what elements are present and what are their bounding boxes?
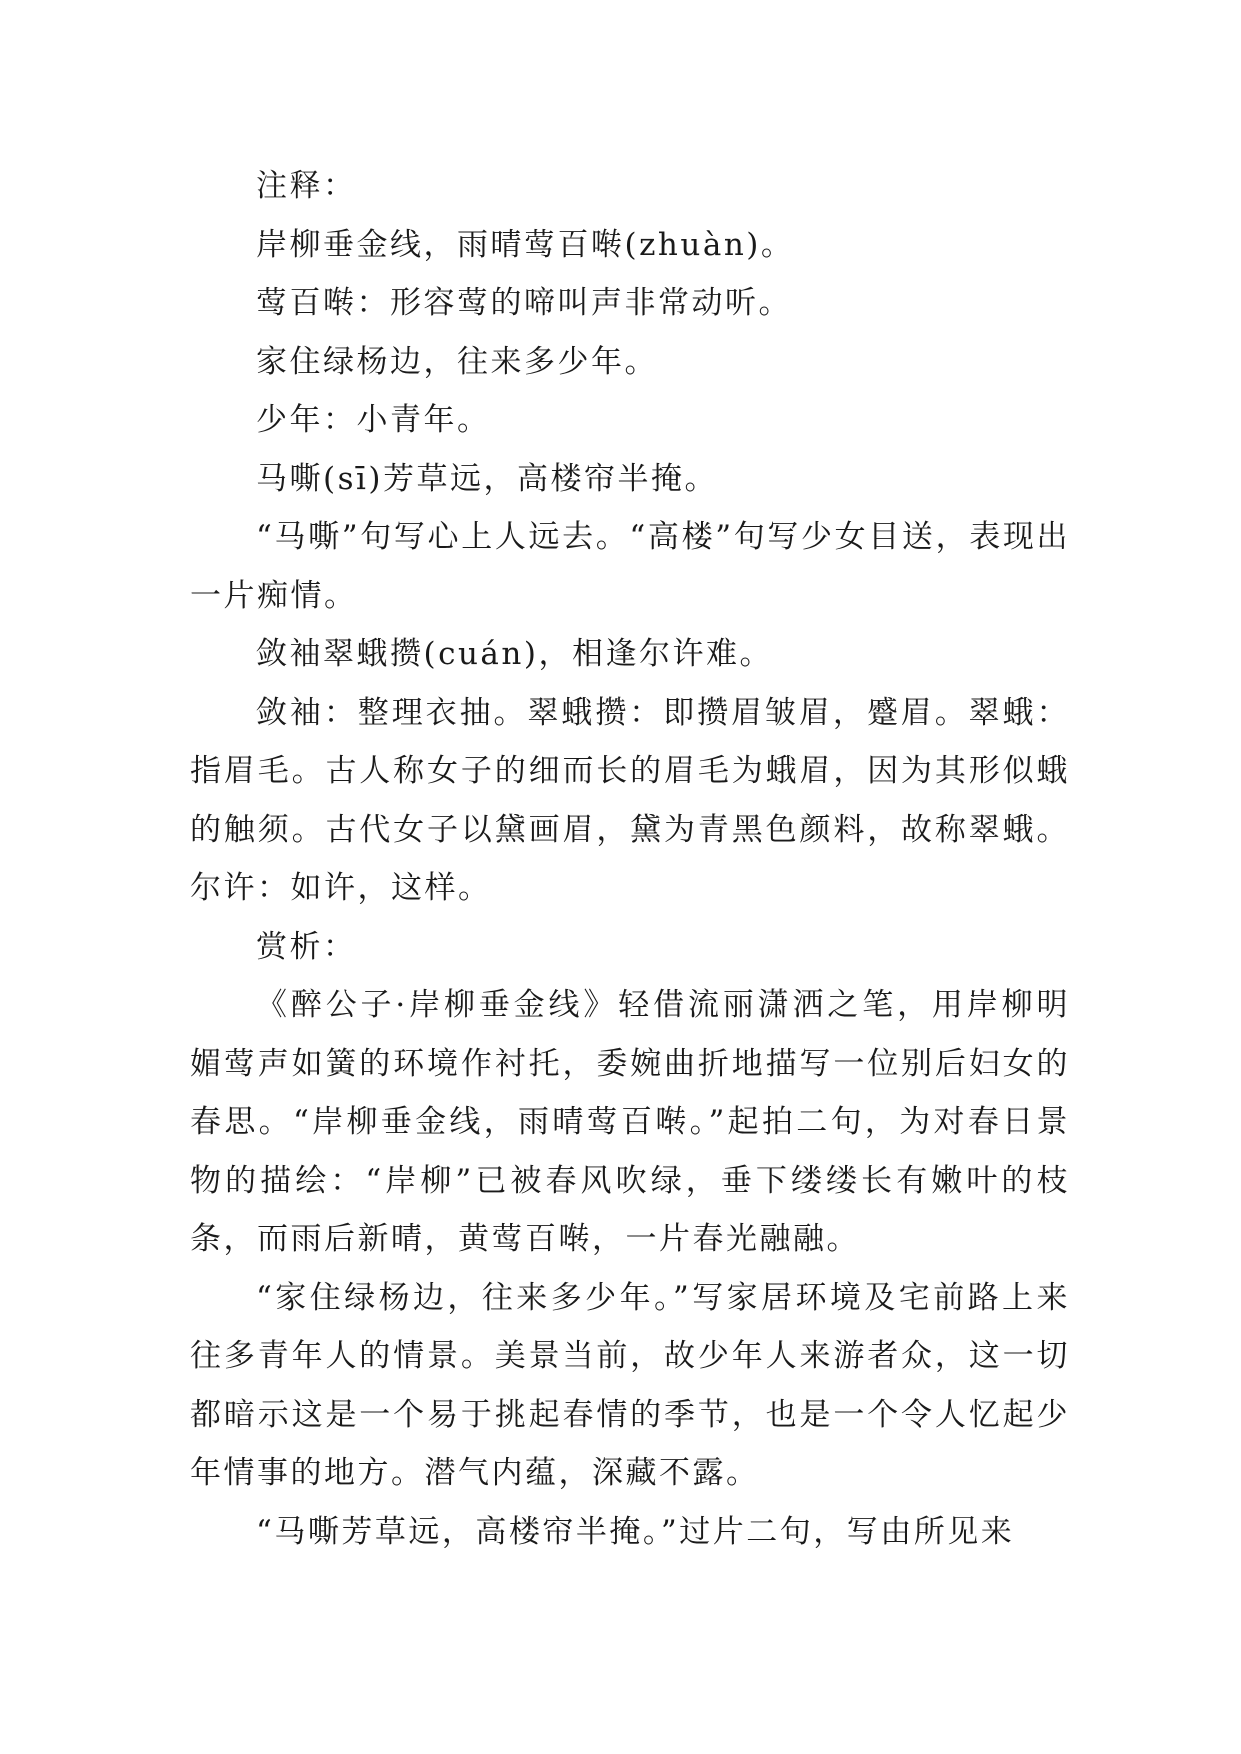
paragraph-appreciation-1: 《醉公子·岸柳垂金线》轻借流丽潇洒之笔，用岸柳明媚莺声如簧的环境作衬托，委婉曲折地描写一位别后妇女的春思。“岸柳垂金线，雨晴莺百啭。”起拍二句，为对春日景物的描绘：“岸柳”已被春风吹绿，垂下缕缕长有嫩叶的枝条，而雨后新晴，黄莺百啭，一片春光融融。 xyxy=(190,987,1070,1257)
paragraph-note-3: “马嘶”句写心上人远去。“高楼”句写少女目送，表现出一片痴情。 xyxy=(190,519,1070,614)
paragraph-verse-1: 岸柳垂金线，雨晴莺百啭(zhuàn)。 xyxy=(256,226,795,263)
paragraph-appreciation-3: “马嘶芳草远，高楼帘半掩。”过片二句，写由所见来 xyxy=(256,1513,1015,1550)
paragraph-verse-4: 敛袖翠蛾攒(cuán)，相逢尔许难。 xyxy=(256,636,773,672)
paragraph-verse-2: 家住绿杨边，往来多少年。 xyxy=(256,343,658,380)
paragraph-annotation-heading: 注释： xyxy=(256,168,357,204)
paragraph-note-2: 少年：小青年。 xyxy=(256,402,491,438)
paragraph-note-4: 敛袖：整理衣抽。翠蛾攒：即攒眉皱眉，蹙眉。翠蛾：指眉毛。古人称女子的细而长的眉毛为蛾眉，因为其形似蛾的触须。古代女子以黛画眉，黛为青黑色颜料，故称翠蛾。尔许：如许，这样。 xyxy=(190,694,1070,906)
paragraph-verse-3: 马嘶(sī)芳草远，高楼帘半掩。 xyxy=(256,460,719,497)
paragraph-note-1: 莺百啭：形容莺的啼叫声非常动听。 xyxy=(256,285,792,321)
document-body xyxy=(190,157,1070,1561)
paragraph-appreciation-2: “家住绿杨边，往来多少年。”写家居环境及宅前路上来往多青年人的情景。美景当前，故少年人来游者众，这一切都暗示这是一个易于挑起春情的季节，也是一个令人忆起少年情事的地方。潜气内蕴，深藏不露。 xyxy=(190,1279,1070,1491)
paragraph-appreciation-heading: 赏析： xyxy=(256,928,357,965)
